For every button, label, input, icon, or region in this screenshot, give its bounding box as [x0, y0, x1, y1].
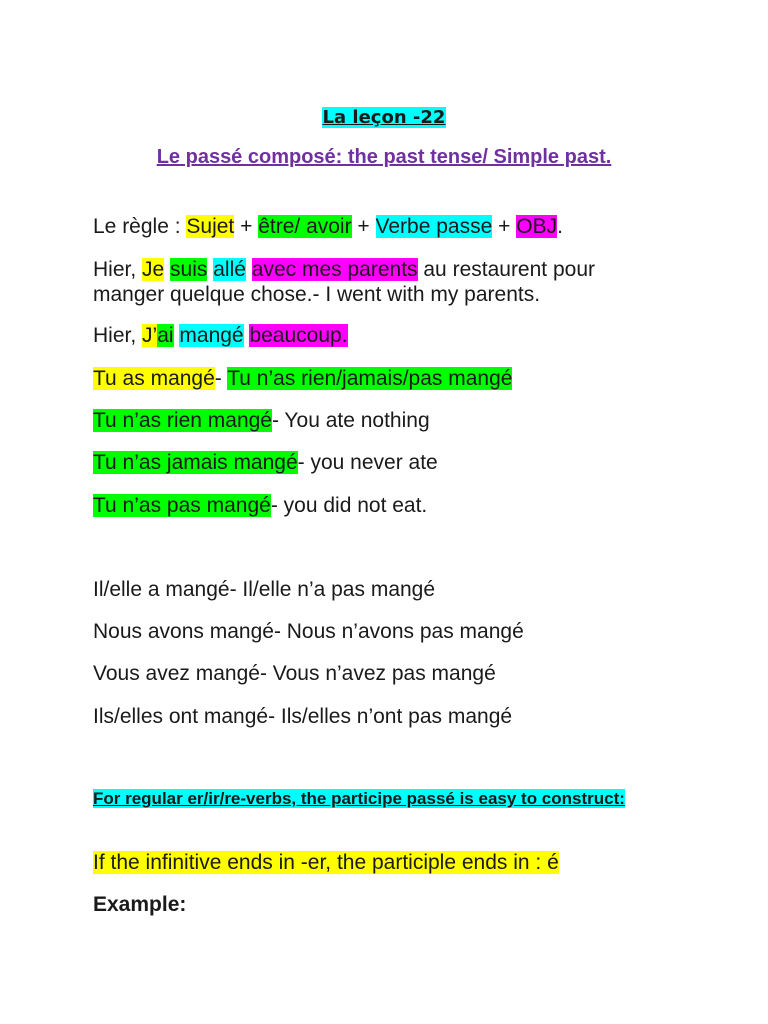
rule-auxiliary: être/ avoir: [258, 215, 352, 238]
example2-verb: mangé: [179, 324, 244, 347]
participle-note-text: For regular er/ir/re-verbs, the participe passé is easy to construct:: [93, 789, 625, 808]
rule-end: .: [557, 215, 563, 238]
space: [246, 258, 252, 281]
rule-object: OBJ: [516, 215, 558, 238]
neg-pas: Tu n’as pas mangé: [93, 494, 271, 517]
neg-jamais-translation: - you never ate: [297, 451, 438, 474]
example2-auxiliary: ai: [157, 324, 174, 347]
example1-start: Hier,: [93, 258, 143, 281]
example1-rest: au restaurent pour: [417, 258, 595, 281]
example2-subject: J’: [142, 324, 158, 347]
neg-rien-translation: - You ate nothing: [271, 409, 430, 432]
example1-subject: Je: [142, 258, 165, 281]
neg-rien: Tu n’as rien mangé: [93, 409, 272, 432]
lesson-title-text: La leçon -22: [322, 107, 446, 128]
example1-verb: allé: [213, 258, 246, 281]
rule-plus: +: [492, 215, 517, 238]
conjugation-line: Il/elle a mangé- Il/elle n’a pas mangé: [93, 578, 436, 601]
rule-prefix: Le règle :: [93, 215, 187, 238]
example1-line2: manger quelque chose.- I went with my parents.: [93, 283, 541, 306]
example2-start: Hier,: [93, 324, 143, 347]
conjugation-line: Vous avez mangé- Vous n’avez pas mangé: [93, 662, 496, 685]
neg-affirmative: Tu as mangé: [93, 367, 215, 390]
neg-negative-forms: Tu n’as rien/jamais/pas mangé: [227, 367, 513, 390]
negation-line-4: [93, 493, 427, 518]
rule-verb: Verbe passe: [375, 215, 493, 238]
neg-separator: -: [214, 367, 228, 390]
example2-line: [93, 323, 348, 348]
example2-object: beaucoup.: [249, 324, 348, 347]
neg-jamais: Tu n’as jamais mangé: [93, 451, 298, 474]
rule-subject: Sujet: [186, 215, 235, 238]
er-rule-text: If the infinitive ends in -er, the participle ends in : é: [93, 851, 559, 874]
example1-line1: [93, 257, 595, 282]
rule-line: [93, 214, 563, 239]
rule-plus: +: [351, 215, 376, 238]
er-rule-line: [93, 850, 559, 875]
negation-line-1: [93, 366, 512, 391]
negation-line-2: [93, 408, 430, 433]
conjugation-line: Nous avons mangé- Nous n’avons pas mangé: [93, 620, 524, 643]
example-heading: Example:: [93, 893, 187, 916]
lesson-title: [0, 106, 768, 130]
lesson-subtitle: Le passé composé: the past tense/ Simple past.: [156, 146, 612, 168]
rule-plus: +: [234, 215, 259, 238]
participle-note: [93, 788, 653, 810]
conjugation-line: Ils/elles ont mangé- Ils/elles n’ont pas mangé: [93, 705, 513, 728]
neg-pas-translation: - you did not eat.: [270, 494, 428, 517]
example1-auxiliary: suis: [170, 258, 208, 281]
negation-line-3: [93, 450, 438, 475]
example1-object: avec mes parents: [251, 258, 418, 281]
